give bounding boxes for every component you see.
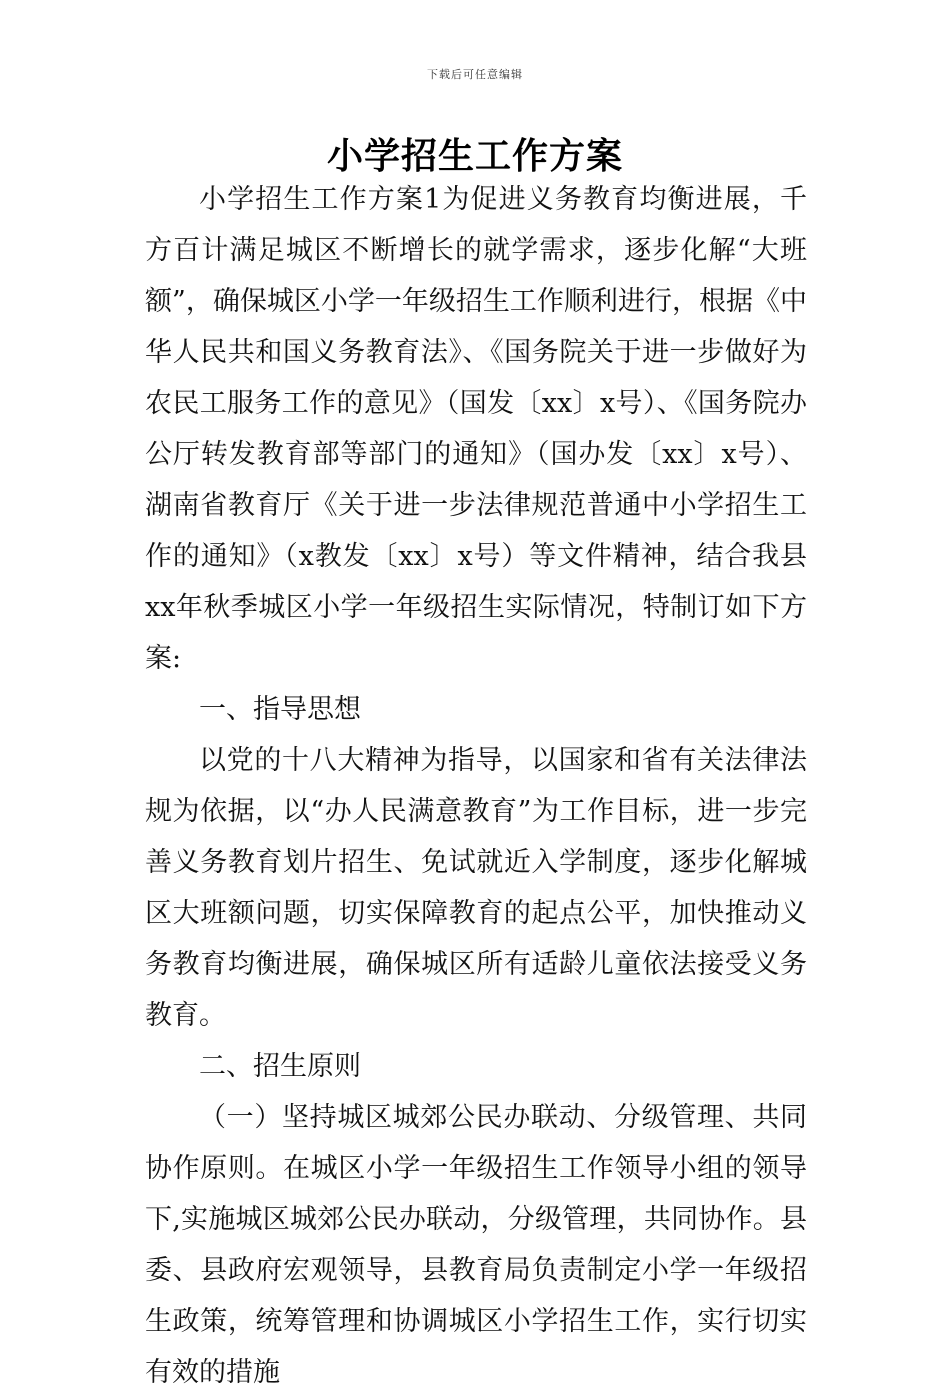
document-title: 小学招生工作方案 (326, 135, 623, 177)
section-heading-enrollment-principles: 二、招生原则 (199, 1051, 361, 1082)
header-note: 下载后可任意编辑 (427, 68, 523, 81)
paragraph-guiding-ideology: 以党的十八大精神为指导，以国家和省有关法律法规为依据，以“办人民满意教育”为工作目标，进一步完善义务教育划片招生、免试就近入学制度，逐步化解城区大班额问题，切实保障教育的起点公平，加快推动义务教育均衡进展，确保城区所有适龄儿童依法接受义务教育。 (145, 745, 807, 1031)
section-heading-guiding-ideology: 一、指导思想 (199, 694, 361, 725)
paragraph-intro: 小学招生工作方案1为促进义务教育均衡进展，千方百计满足城区不断增长的就学需求，逐步化解“大班额”，确保城区小学一年级招生工作顺利进行，根据《中华人民共和国义务教育法》、《国务院关于进一步做好为农民工服务工作的意见》（国发〔xx〕x号）、《国务院办公厅转发教育部等部门的通知》（国办发〔xx〕x号）、湖南省教育厅《关于进一步法律规范普通中小学招生工作的通知》（x教发〔xx〕x号）等文件精神，结合我县xx年秋季城区小学一年级招生实际情况，特制订如下方案: (145, 184, 807, 674)
paragraph-principle-1: （一）坚持城区城郊公民办联动、分级管理、共同协作原则。在城区小学一年级招生工作领导小组的领导下,实施城区城郊公民办联动，分级管理，共同协作。县委、县政府宏观领导，县教育局负责制定小学一年级招生政策，统筹管理和协调城区小学招生工作，实行切实有效的措施 (145, 1102, 807, 1388)
document-body (145, 174, 807, 1398)
